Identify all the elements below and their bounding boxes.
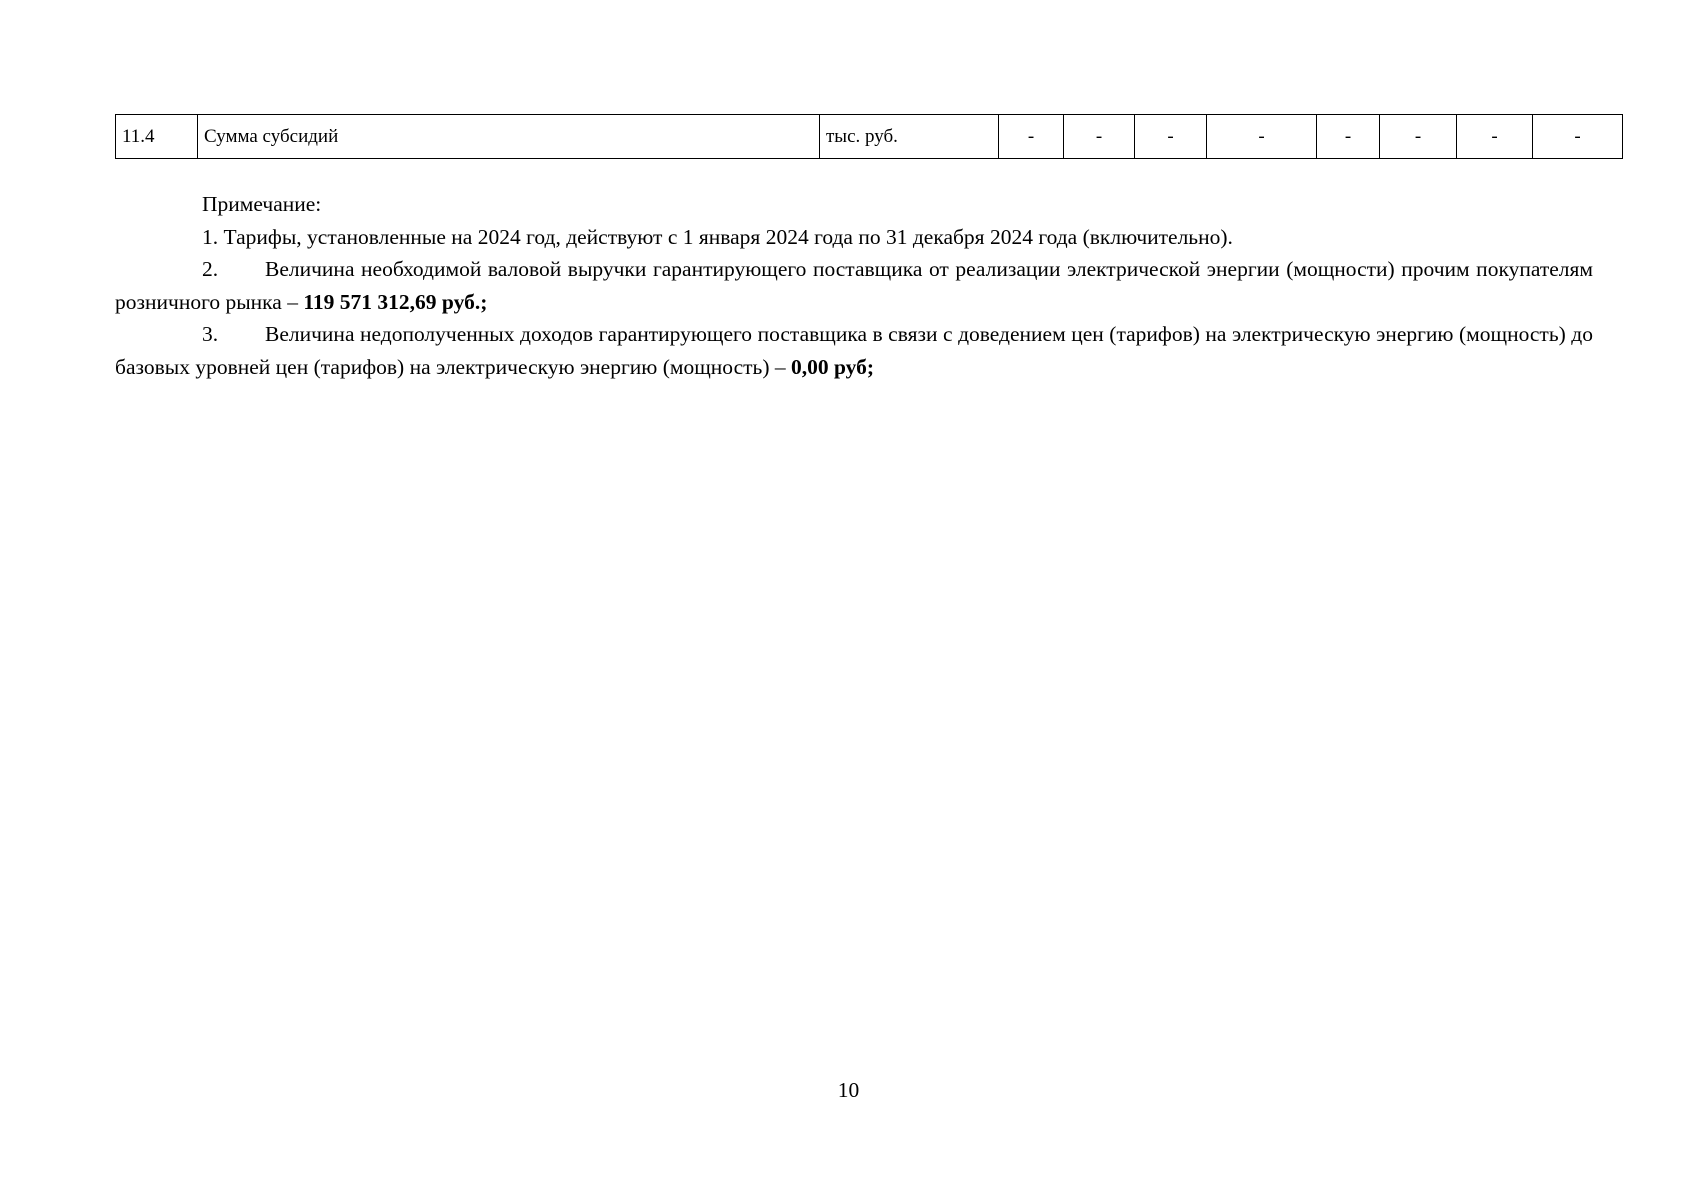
value-cell: - (999, 115, 1064, 159)
value-cell: - (1317, 115, 1380, 159)
value-cell: - (1135, 115, 1207, 159)
note-item-2 (115, 253, 1593, 318)
value-cell: - (1207, 115, 1317, 159)
tariff-table (115, 114, 1623, 159)
note-item-2-text: Величина необходимой валовой выручки гарантирующего поставщика от реализации электрической энергии (мощности) прочим покупателям розничного рынка – (115, 257, 1593, 314)
row-number-cell: 11.4 (116, 115, 198, 159)
row-unit-cell: тыс. руб. (820, 115, 999, 159)
note-item-3 (115, 318, 1593, 383)
note-item-2-amount: 119 571 312,69 руб.; (303, 289, 488, 314)
note-item-1: 1. Тарифы, установленные на 2024 год, действуют с 1 января 2024 года по 31 декабря 2024 года (включительно). (202, 224, 1233, 249)
page-number: 10 (837, 1078, 860, 1102)
notes-section (115, 188, 1593, 383)
notes-heading: Примечание: (202, 192, 322, 216)
note-item-3-text: Величина недополученных доходов гарантирующего поставщика в связи с доведением цен (тарифов) на электрическую энергию (мощность) до базовых уровней цен (тарифов) на электрическую энергию (мощность) – (115, 322, 1593, 379)
note-item-3-number: 3. (202, 322, 219, 346)
value-cell: - (1380, 115, 1457, 159)
row-name-cell: Сумма субсидий (198, 115, 820, 159)
value-cell: - (1457, 115, 1533, 159)
value-cell: - (1064, 115, 1135, 159)
value-cell: - (1533, 115, 1623, 159)
note-item-2-number: 2. (202, 257, 219, 281)
table-row (116, 115, 1623, 159)
note-item-3-amount: 0,00 руб; (791, 354, 875, 379)
